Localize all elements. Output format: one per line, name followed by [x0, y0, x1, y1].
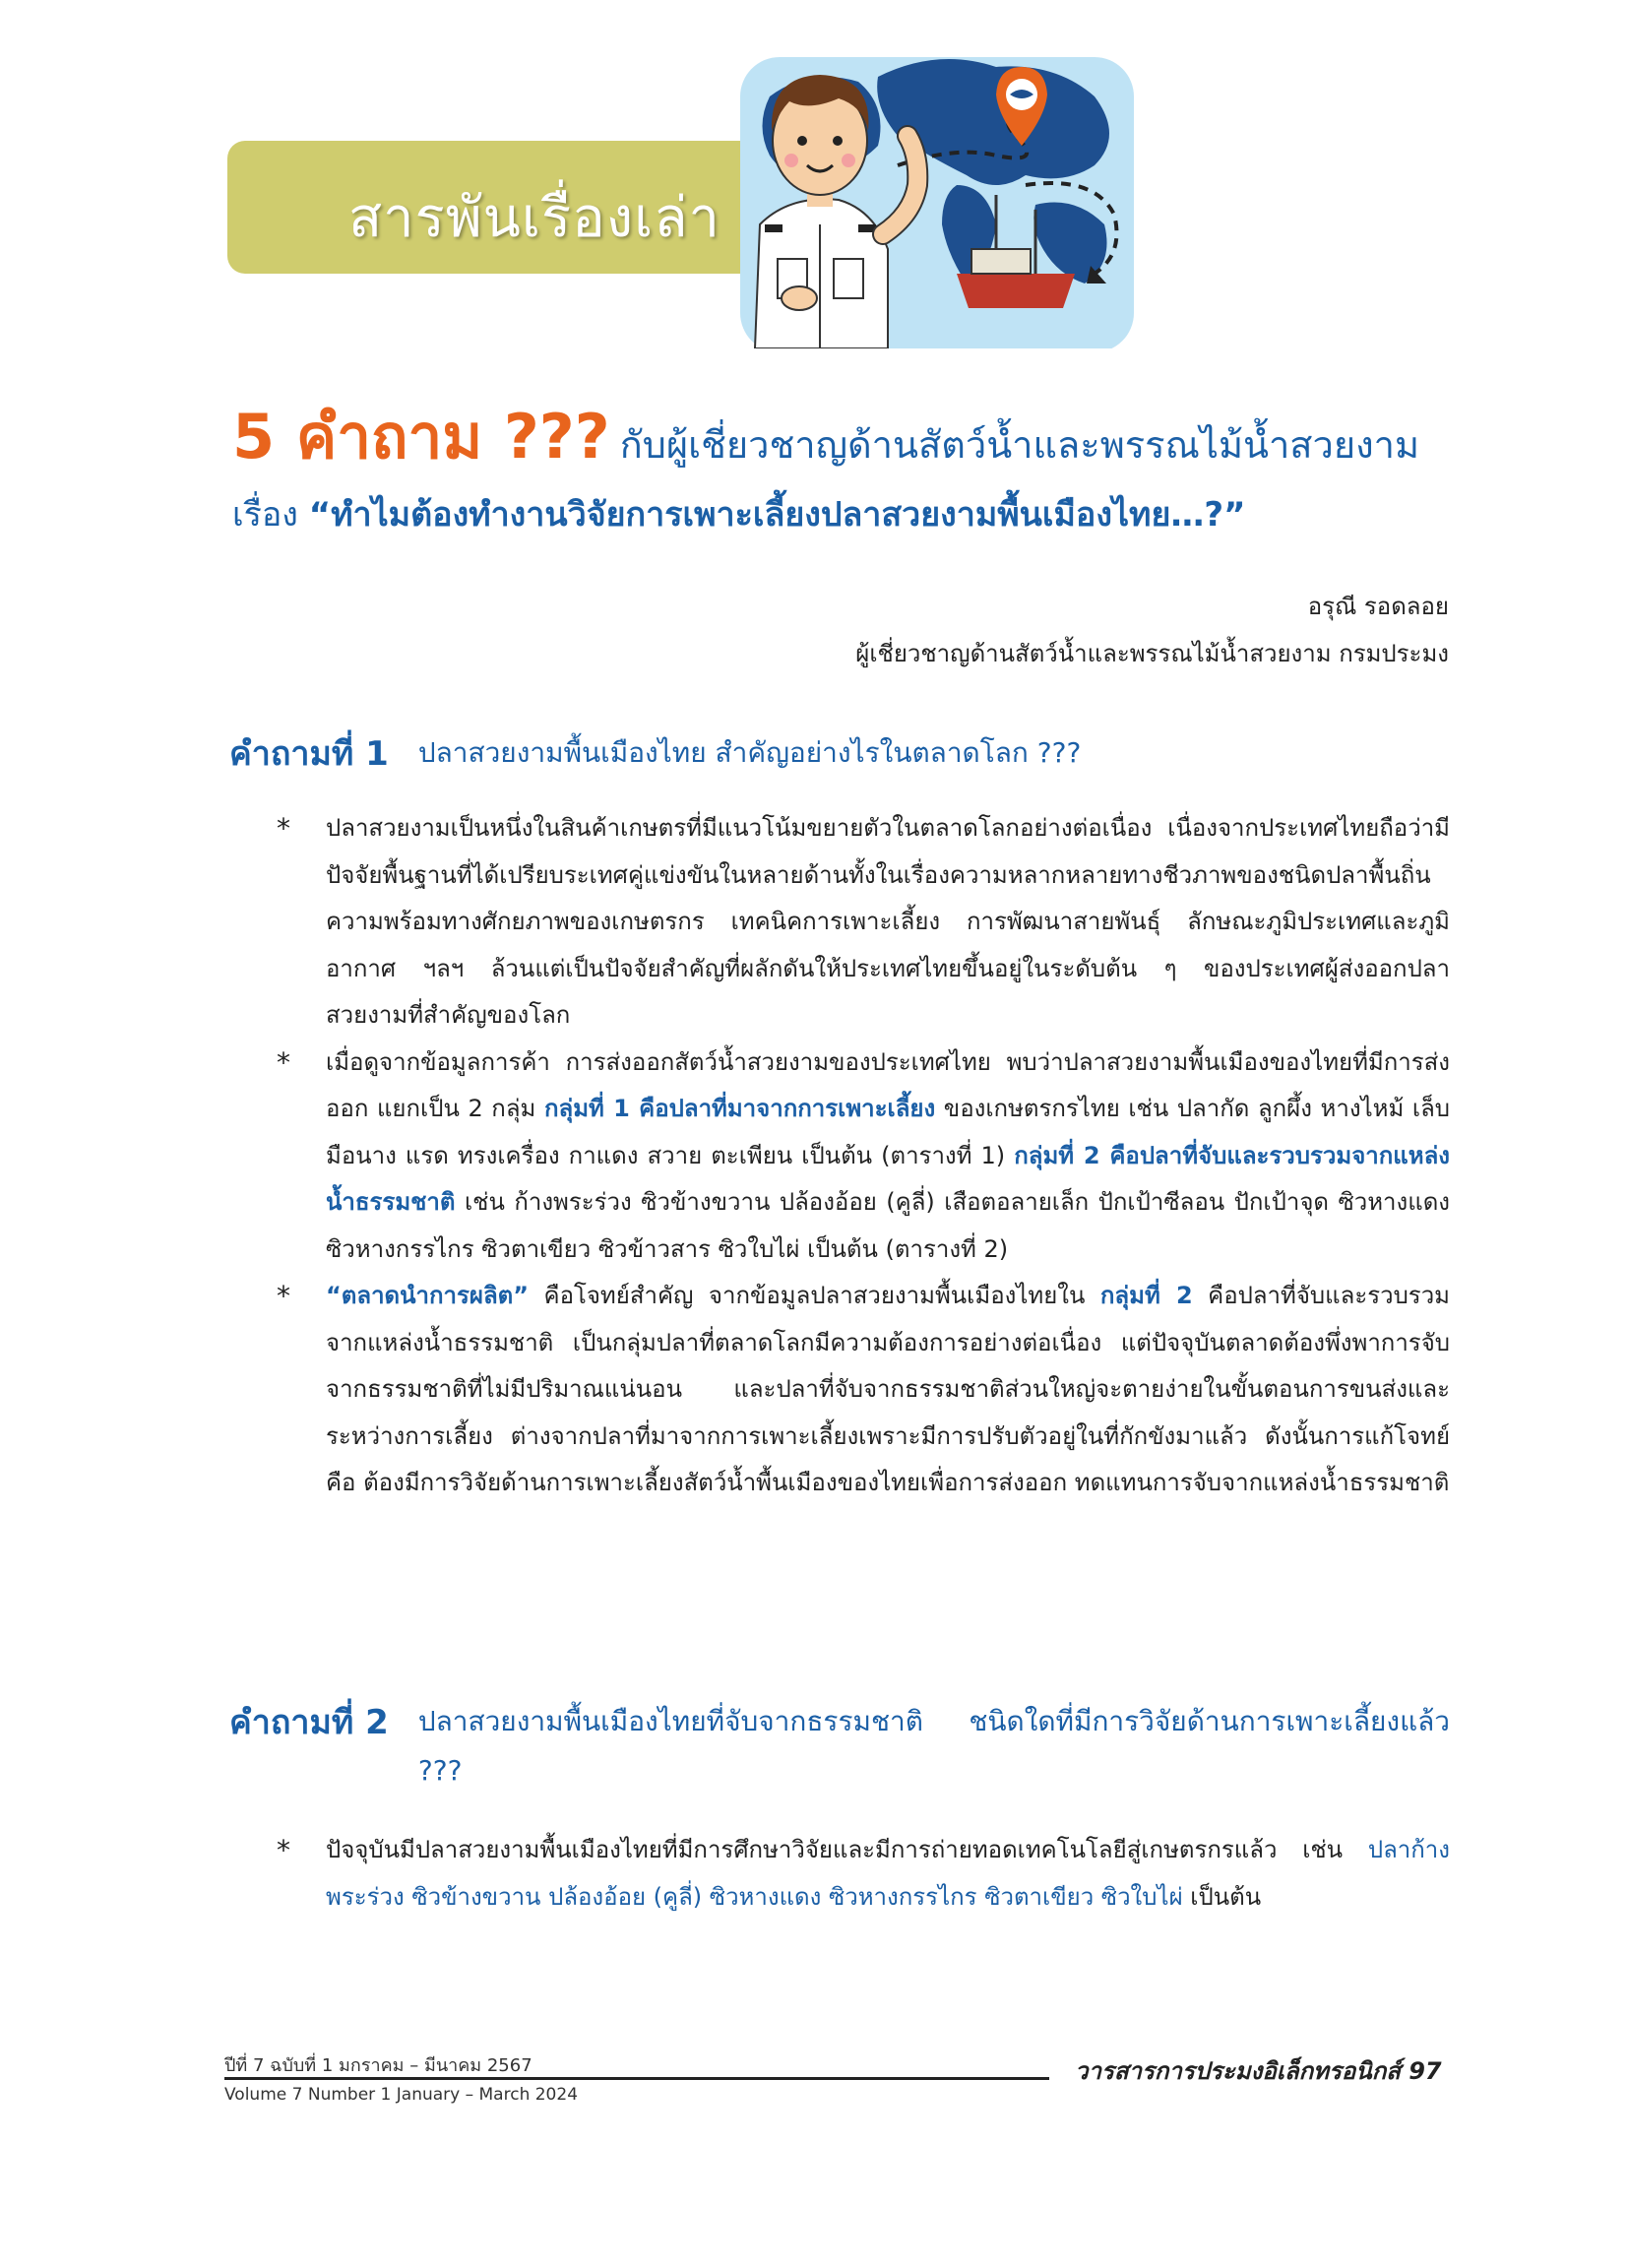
question-2-label: คำถามที่ 2 [229, 1703, 389, 1742]
bullet-star-icon: * [277, 812, 290, 845]
author-position: ผู้เชี่ยวชาญด้านสัตว์น้ำและพรรณไม้น้ำสวยงาม กรมประมง [855, 640, 1449, 667]
answer-bullet [277, 805, 1450, 1040]
question-1 [229, 726, 1450, 780]
answer-bullet [277, 1827, 1450, 1921]
answer-text: ปัจจุบันมีปลาสวยงามพื้นเมืองไทยที่มีการศึกษาวิจัยและมีการถ่ายทอดเทคโนโลยีสู่เกษตรกรแล้ว เช่น [326, 1836, 1368, 1863]
bullet-star-icon: * [277, 1045, 290, 1079]
footer-issue-thai: ปีที่ 7 ฉบับที่ 1 มกราคม – มีนาคม 2567 [224, 2055, 532, 2076]
answer-text: คือโจทย์สำคัญ จากข้อมูลปลาสวยงามพื้นเมืองไทยใน [529, 1282, 1100, 1309]
article-headline [232, 389, 1463, 485]
headline-emphasis: 5 คำถาม ??? [232, 401, 610, 472]
answer-text: เป็นต้น [1182, 1882, 1262, 1911]
question-1-label: คำถามที่ 1 [229, 734, 389, 774]
highlight-group-2-ref: กลุ่มที่ 2 [1099, 1282, 1193, 1309]
highlight-group-1: กลุ่มที่ 1 คือปลาที่มาจากการเพาะเลี้ยง [543, 1095, 936, 1122]
answer-bullet [277, 1040, 1450, 1274]
headline-text: กับผู้เชี่ยวชาญด้านสัตว์น้ำและพรรณไม้น้ำสวยงาม [619, 423, 1420, 467]
question-2 [229, 1695, 1450, 1796]
footer-journal-page: วารสารการประมงอิเล็กทรอนิกส์ 97 [1075, 2057, 1442, 2085]
footer-issue-english: Volume 7 Number 1 January – March 2024 [224, 2085, 579, 2105]
question-2-text: ปลาสวยงามพื้นเมืองไทยที่จับจากธรรมชาติ ชนิดใดที่มีการวิจัยด้านการเพาะเลี้ยงแล้ว ??? [417, 1705, 1450, 1787]
subtitle-prefix: เรื่อง [232, 495, 298, 535]
footer-divider [224, 2077, 1049, 2080]
author-name: อรุณี รอดลอย [1307, 593, 1449, 620]
bullet-star-icon: * [277, 1834, 290, 1866]
illustration-sailor-map [701, 37, 1152, 348]
highlight-market-led: “ตลาดนำการผลิต” [326, 1282, 530, 1309]
answer-bullet [277, 1273, 1450, 1507]
highlight-group-2: กลุ่มที่ 2 คือปลาที่จับและรวบรวมจากแหล่งน้ำธรรมชาติ [326, 1141, 1450, 1216]
answer-text: เช่น ก้างพระร่วง ซิวข้างขวาน ปล้องอ้อย (คูลี่) เสือตอลายเล็ก ปักเป้าซีลอน ปักเป้าจุด ซิวหางแดง ซิวหางกรรไกร ซิวตาเขียว ซิวข้าวสาร ซิวใบไผ่ เป็นต้น (ตารางที่ 2) [326, 1188, 1451, 1263]
highlight-species-list: ปลาก้างพระร่วง ซิวข้างขวาน ปล้องอ้อย (คูลี่) ซิวหางแดง ซิวหางกรรไกร ซิวตาเขียว ซิวใบไผ่ [326, 1836, 1450, 1911]
question-2-answers [277, 1827, 1450, 1921]
question-1-answers [277, 805, 1450, 1507]
subtitle-quote: “ทำไมต้องทำงานวิจัยการเพาะเลี้ยงปลาสวยงามพื้นเมืองไทย…?” [308, 495, 1246, 535]
author-block [855, 583, 1449, 677]
answer-text: ปลาสวยงามเป็นหนึ่งในสินค้าเกษตรที่มีแนวโน้มขยายตัวในตลาดโลกอย่างต่อเนื่อง เนื่องจากประเทศไทยถือว่ามีปัจจัยพื้นฐานที่ได้เปรียบระเทศคู่แข่งขันในหลายด้านทั้งในเรื่องความหลากหลายทางชีวภาพของชนิดปลาพื้นถิ่น ความพร้อมทางศักยภาพของเกษตรกร เทคนิคการเพาะเลี้ยง การพัฒนาสายพันธุ์ ลักษณะภูมิประเทศและภูมิอากาศ ฯลฯ ล้วนแต่เป็นปัจจัยสำคัญที่ผลักดันให้ประเทศไทยขึ้นอยู่ในระดับต้น ๆ ของประเทศผู้ส่งออกปลาสวยงามที่สำคัญของโลก [326, 814, 1450, 1029]
answer-text: เมื่อดูจากข้อมูลการค้า การส่งออกสัตว์น้ำสวยงามของประเทศไทย พบว่าปลาสวยงามพื้นเมืองของไทยที่มีการส่งออก แยกเป็น 2 กลุ่ม [326, 1047, 1450, 1122]
article-subtitle [232, 487, 1245, 540]
answer-text: คือปลาที่จับและรวบรวมจากแหล่งน้ำธรรมชาติ เป็นกลุ่มปลาที่ตลาดโลกมีความต้องการอย่างต่อเนื่อง แต่ปัจจุบันตลาดต้องพึ่งพาการจับจากธรรมชาติที่ไม่มีปริมาณแน่นอน และปลาที่จับจากธรรมชาติส่วนใหญ่จะตายง่ายในขั้นตอนการขนส่งและระหว่างการเลี้ยง ต่างจากปลาที่มาจากการเพาะเลี้ยงเพราะมีการปรับตัวอยู่ในที่กักขังมาแล้ว ดังนั้นการแก้โจทย์คือ ต้องมีการวิจัยด้านการเพาะเลี้ยงสัตว์น้ำพื้นเมืองของไทยเพื่อการส่งออก ทดแทนการจับจากแหล่งน้ำธรรมชาติ [326, 1282, 1450, 1496]
bullet-star-icon: * [277, 1280, 290, 1312]
section-title: สารพันเรื่องเล่า [348, 186, 720, 250]
question-1-text: ปลาสวยงามพื้นเมืองไทย สำคัญอย่างไรในตลาดโลก ??? [417, 736, 1082, 769]
answer-text: ของเกษตรกรไทย เช่น ปลากัด ลูกผึ้ง หางไหม้ เล็บมือนาง แรด ทรงเครื่อง กาแดง สวาย ตะเพียน เป็นต้น (ตารางที่ 1) [326, 1095, 1451, 1169]
